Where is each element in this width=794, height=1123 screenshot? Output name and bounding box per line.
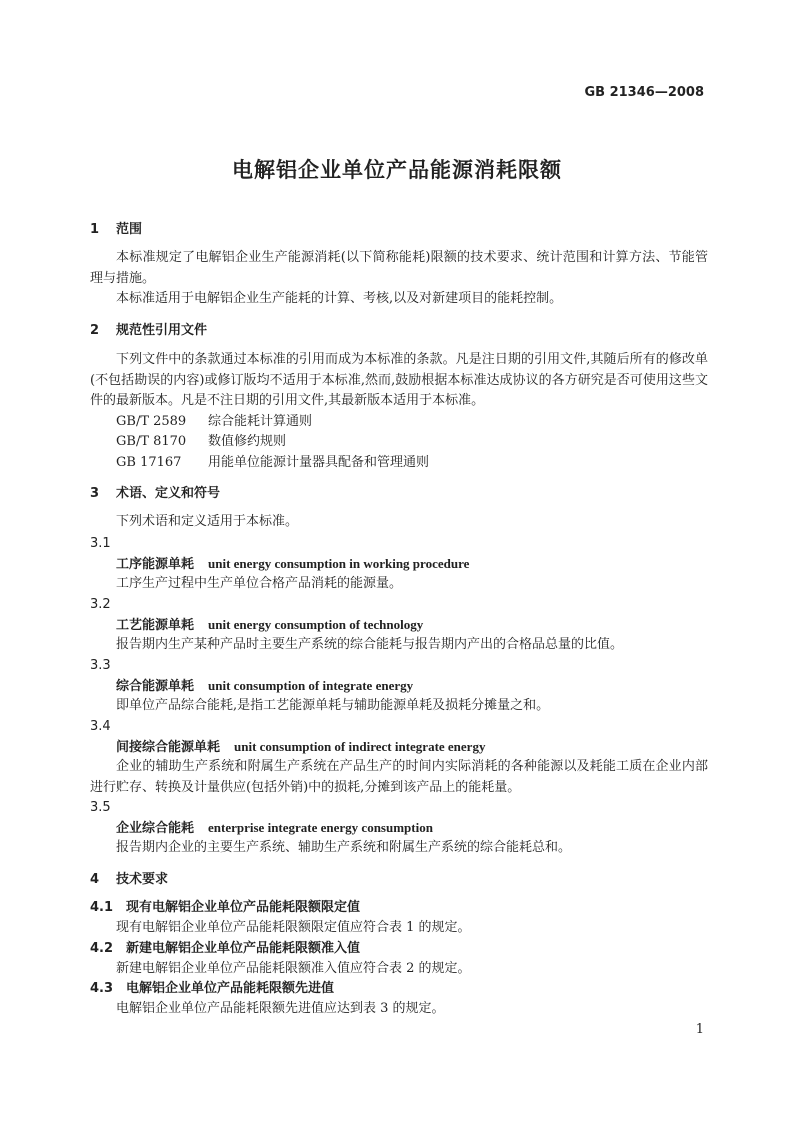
term-zh: 工艺能源单耗	[116, 618, 195, 633]
term-heading	[90, 676, 734, 698]
term-heading	[90, 554, 734, 576]
reference-name: 数值修约规则	[208, 434, 287, 449]
reference-code: GB 17167	[116, 455, 182, 470]
page-number: 1	[695, 1022, 704, 1037]
section-title: 术语、定义和符号	[116, 486, 221, 501]
subsection-heading	[90, 939, 708, 960]
term-definition: 报告期内生产某种产品时主要生产系统的综合能耗与报告期内产出的合格品总量的比值。	[116, 637, 624, 652]
subsection-text: 新建电解铝企业单位产品能耗限额准入值应符合表 2 的规定。	[116, 961, 471, 976]
term-en: enterprise integrate energy consumption	[208, 820, 433, 835]
section-title: 规范性引用文件	[116, 323, 208, 338]
reference-item	[90, 432, 734, 453]
section-1-paragraph-2: 本标准适用于电解铝企业生产能耗的计算、考核,以及对新建项目的能耗控制。	[116, 291, 563, 306]
term-number: 3.5	[90, 800, 111, 815]
section-2-heading	[90, 321, 708, 342]
reference-name: 综合能耗计算通则	[208, 414, 313, 429]
term-heading	[90, 818, 734, 840]
term-heading	[90, 615, 734, 637]
subsection-heading	[90, 898, 708, 919]
reference-item	[90, 412, 734, 433]
term-en: unit energy consumption of technology	[208, 617, 424, 632]
term-heading	[90, 737, 734, 759]
section-number: 2	[90, 323, 100, 338]
term-zh: 间接综合能源单耗	[116, 740, 221, 755]
subsection-title: 新建电解铝企业单位产品能耗限额准入值	[126, 941, 361, 956]
section-3-heading	[90, 484, 708, 505]
subsection-text: 现有电解铝企业单位产品能耗限额限定值应符合表 1 的规定。	[116, 920, 471, 935]
subsection-number: 4.3	[90, 981, 114, 996]
section-number: 4	[90, 872, 100, 887]
term-number: 3.1	[90, 536, 111, 551]
term-en: unit consumption of integrate energy	[208, 678, 414, 693]
section-1-paragraph-1: 本标准规定了电解铝企业生产能源消耗(以下简称能耗)限额的技术要求、统计范围和计算方法、节能管理与措施。	[90, 250, 708, 286]
reference-code: GB/T 2589	[116, 414, 187, 429]
standard-number: GB 21346—2008	[584, 85, 704, 100]
section-title: 范围	[116, 222, 143, 237]
term-definition: 即单位产品综合能耗,是指工艺能源单耗与辅助能源单耗及损耗分摊量之和。	[116, 698, 550, 713]
reference-name: 用能单位能源计量器具配备和管理通则	[208, 455, 430, 470]
subsection-title: 电解铝企业单位产品能耗限额先进值	[126, 981, 335, 996]
reference-code: GB/T 8170	[116, 434, 187, 449]
subsection-number: 4.1	[90, 900, 114, 915]
section-number: 3	[90, 486, 100, 501]
term-zh: 企业综合能耗	[116, 821, 195, 836]
term-number: 3.4	[90, 719, 111, 734]
document-title: 电解铝企业单位产品能源消耗限额	[232, 158, 562, 182]
subsection-number: 4.2	[90, 941, 114, 956]
section-3-intro: 下列术语和定义适用于本标准。	[116, 514, 299, 529]
term-zh: 工序能源单耗	[116, 557, 195, 572]
section-title: 技术要求	[116, 872, 169, 887]
term-en: unit consumption of indirect integrate energy	[234, 739, 486, 754]
term-definition: 企业的辅助生产系统和附属生产系统在产品生产的时间内实际消耗的各种能源以及耗能工质在企业内部进行贮存、转换及计量供应(包括外销)中的损耗,分摊到该产品上的能耗量。	[90, 759, 708, 795]
section-1-heading	[90, 220, 708, 241]
subsection-heading	[90, 979, 708, 1000]
term-definition: 工序生产过程中生产单位合格产品消耗的能源量。	[116, 576, 403, 591]
subsection-text: 电解铝企业单位产品能耗限额先进值应达到表 3 的规定。	[116, 1001, 445, 1016]
term-number: 3.2	[90, 597, 111, 612]
reference-item	[90, 453, 734, 474]
subsection-title: 现有电解铝企业单位产品能耗限额限定值	[126, 900, 361, 915]
term-zh: 综合能源单耗	[116, 679, 195, 694]
term-definition: 报告期内企业的主要生产系统、辅助生产系统和附属生产系统的综合能耗总和。	[116, 840, 572, 855]
term-en: unit energy consumption in working procedure	[208, 556, 470, 571]
section-2-paragraph-1: 下列文件中的条款通过本标准的引用而成为本标准的条款。凡是注日期的引用文件,其随后所有的修改单(不包括勘误的内容)或修订版均不适用于本标准,然而,鼓励根据本标准达成协议的各方研究是否可使用这些文件的最新版本。凡是不注日期的引用文件,其最新版本适用于本标准。	[90, 352, 708, 408]
section-4-heading	[90, 870, 708, 891]
section-number: 1	[90, 222, 100, 237]
term-number: 3.3	[90, 658, 111, 673]
